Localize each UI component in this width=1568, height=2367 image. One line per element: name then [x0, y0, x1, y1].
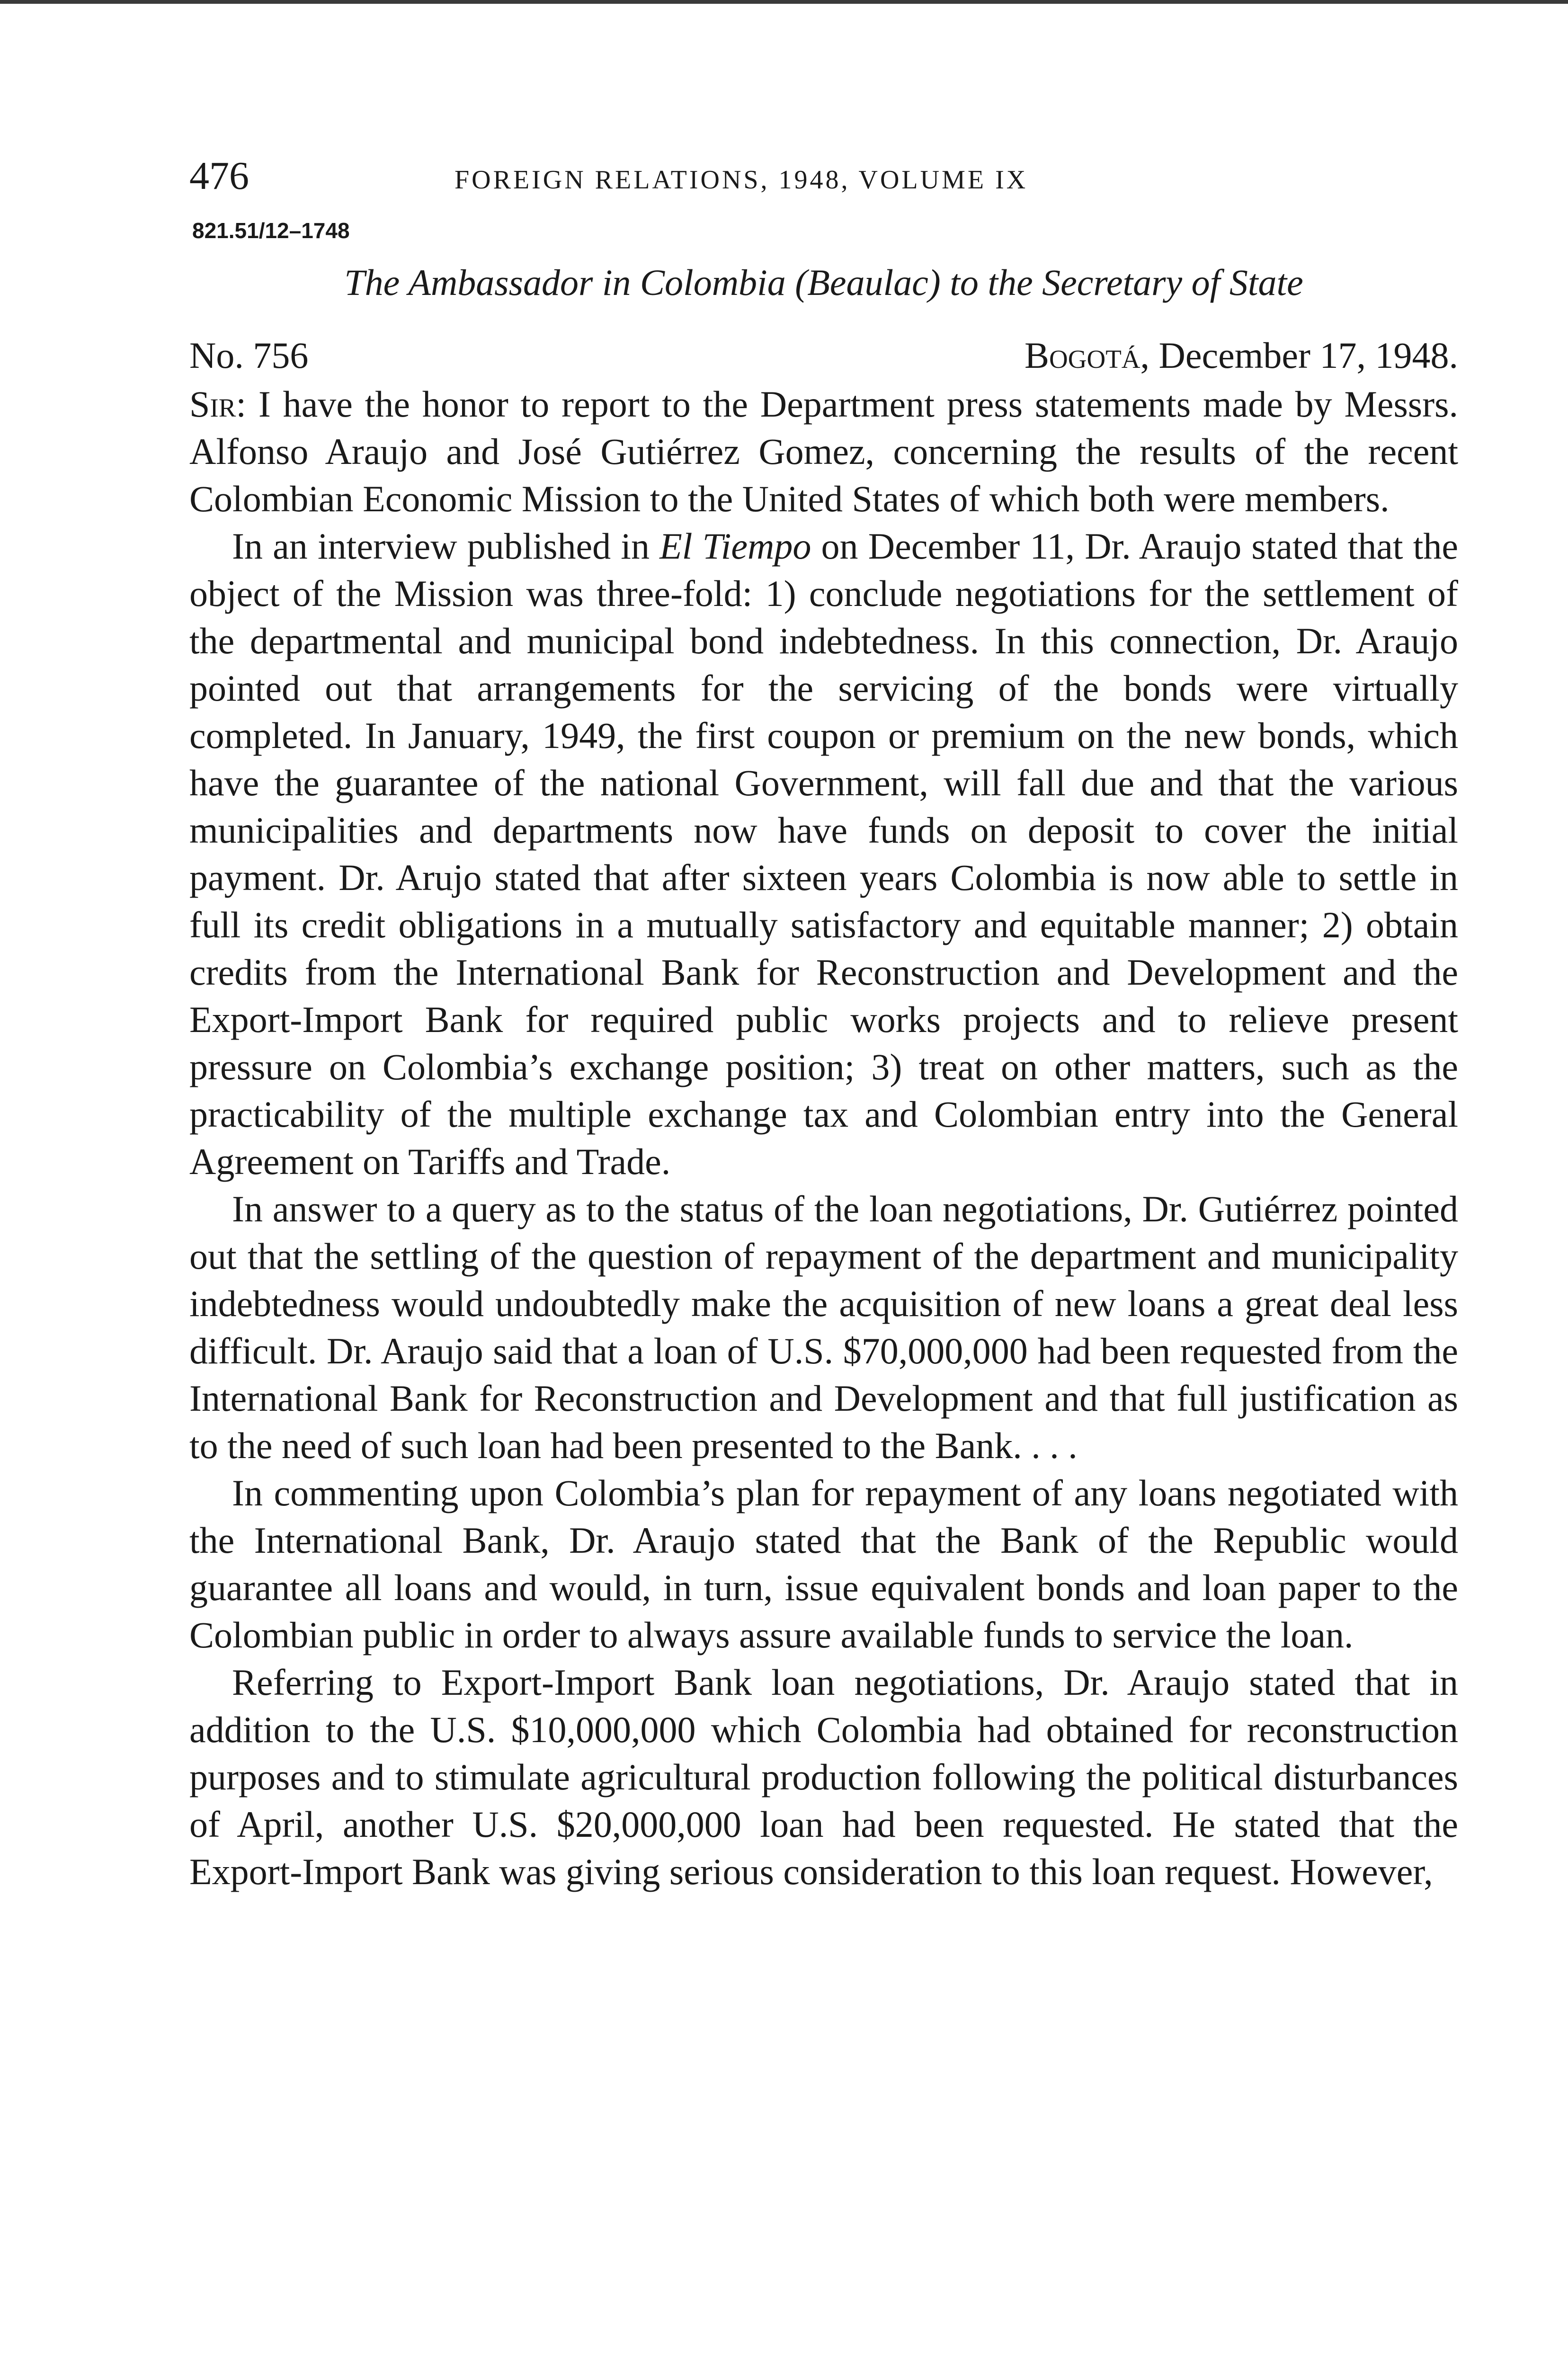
paragraph-2-text-b: on December 11, Dr. Araujo stated that the object of the Mission was three-fold: 1) conclude negotiations for the settlement of the departmental and municipal bond indebtedness. In this connection, Dr. Araujo pointed out that arrangements for the servicing of the bonds were virtually completed. In January, 1949, the first coupon or premium on the new bonds, which have the guarantee of the national Government, will fall due and that the various municipalities and departments now have funds on deposit to cover the initial payment. Dr. Arujo stated that after sixteen years Colombia is now able to settle in full its credit obligations in a mutually satisfactory and equitable manner; 2) obtain credits from the International Bank for Reconstruction and Development and the Export-Import Bank for required public works projects and to relieve present pressure on Colombia’s exchange position; 3) treat on other matters, such as the practicability of the multiple exchange tax and Colombian entry into the General Agreement on Tariffs and Trade. [189, 525, 1458, 1182]
running-head [189, 156, 1458, 213]
paragraph-5: Referring to Export-Import Bank loan negotiations, Dr. Araujo stated that in addition to the U.S. $10,000,000 which Colombia had obtained for reconstruction purposes and to stimulate agricultural production following the political disturbances of April, another U.S. $20,000,000 loan had been requested. He stated that the Export-Import Bank was giving serious consideration to this loan request. However, [189, 1661, 1458, 1892]
salutation: Sir [189, 383, 236, 425]
page-number: 476 [189, 154, 249, 198]
date: , December 17, 1948. [1140, 334, 1458, 376]
page [189, 156, 1458, 1895]
document-heading: The Ambassador in Colombia (Beaulac) to the Secretary of State [344, 262, 1303, 303]
newspaper-title: El Tiempo [659, 525, 811, 567]
paragraph-1 [189, 381, 1458, 523]
top-border [0, 0, 1568, 4]
paragraph-2-text-a: In an interview published in [232, 525, 660, 567]
document-reference: 821.51/12–1748 [192, 218, 350, 243]
place-date [1025, 333, 1458, 378]
running-title: FOREIGN RELATIONS, 1948, VOLUME IX [454, 165, 1028, 195]
place: Bogotá [1025, 334, 1140, 376]
paragraph-3: In answer to a query as to the status of the loan negotiations, Dr. Gutiérrez pointed out that the settling of the question of repayment of the department and municipality indebtedness would undoubtedly make the acquisition of new loans a great deal less difficult. Dr. Araujo said that a loan of U.S. $70,000,000 had been requested from the International Bank for Reconstruction and Development and that full justification as to the need of such loan had been presented to the Bank. . . . [189, 1188, 1458, 1466]
dateline [189, 333, 1458, 381]
paragraph-4: In commenting upon Colombia’s plan for repayment of any loans negotiated with the International Bank, Dr. Araujo stated that the Bank of the Republic would guarantee all loans and would, in turn, issue equivalent bonds and loan paper to the Colombian public in order to always assure available funds to service the loan. [189, 1472, 1458, 1655]
paragraph-1-text: : I have the honor to report to the Department press statements made by Messrs. Alfonso Araujo and José Gutiérrez Gomez, concerning the results of the recent Colombian Economic Mission to the United States of which both were members. [189, 383, 1458, 519]
document-number: No. 756 [189, 334, 309, 376]
paragraph-2 [189, 523, 1458, 1185]
